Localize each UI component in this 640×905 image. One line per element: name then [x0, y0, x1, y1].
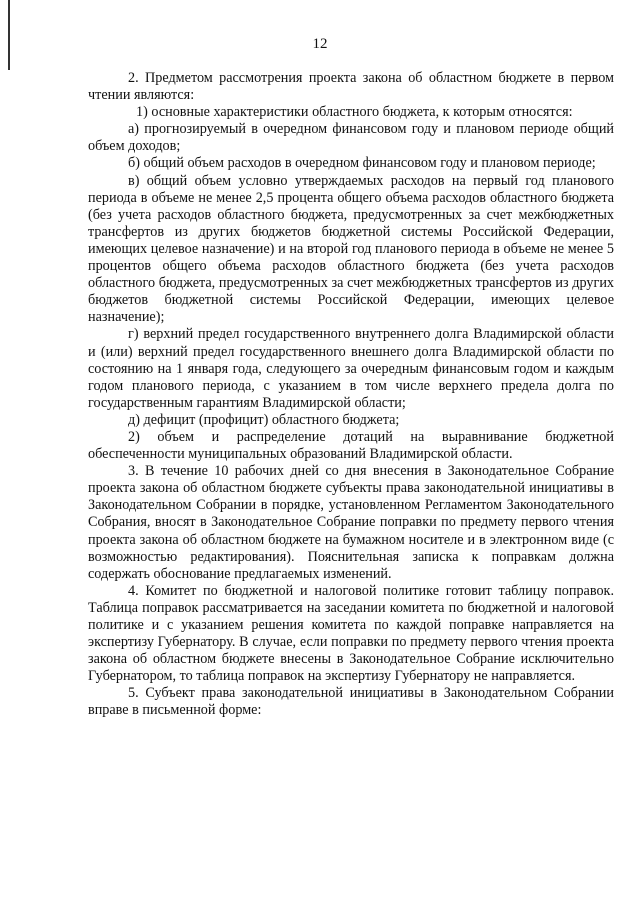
paragraph-4: 4. Комитет по бюджетной и налоговой политике готовит таблицу поправок. Таблица поправок рассматривается на заседании комитета по бюджетной и налоговой политике и с указанием решения комитета по каждой поправке направляется на экспертизу Губернатору. В случае, если поправки по предмету первого чтения проекта закона об областном бюджете внесены в Законодательное Собрание исключительно Губернатором, то таблица поправок на экспертизу Губернатору не направляется.	[88, 582, 614, 685]
document-body	[88, 70, 614, 720]
paragraph-2-1-v: в) общий объем условно утверждаемых расходов на первый год планового периода в объеме не менее 2,5 процента общего объема расходов областного бюджета (без учета расходов областного бюджета, предусмотренных за счет межбюджетных трансфертов из других бюджетов бюджетной системы Российской Федерации, имеющих целевое назначение) и на второй год планового периода в объеме не менее 5 процентов общего объема расходов областного бюджета (без учета расходов областного бюджета, предусмотренных за счет межбюджетных трансфертов из других бюджетов бюджетной системы Российской Федерации, имеющих целевое назначение);	[88, 172, 614, 326]
page-number: 12	[312, 36, 328, 52]
paragraph-2-2: 2) объем и распределение дотаций на выравнивание бюджетной обеспеченности муниципальных образований Владимирской области.	[88, 428, 614, 463]
paragraph-2-1-d: д) дефицит (профицит) областного бюджета;	[128, 411, 400, 428]
paragraph-2-1-b: б) общий объем расходов в очередном финансовом году и плановом периоде;	[128, 155, 596, 172]
scan-edge-line	[8, 0, 10, 70]
paragraph-2-1: 1) основные характеристики областного бюджета, к которым относятся:	[136, 104, 573, 121]
paragraph-3: 3. В течение 10 рабочих дней со дня внесения в Законодательное Собрание проекта закона об областном бюджете субъекты права законодательной инициативы в Законодательном Собрании в порядке, установленном Регламентом Законодательного Собрания, вносят в Законодательное Собрание поправки по предмету первого чтения проекта закона об областном бюджете на бумажном носителе и в электронном виде (с возможностью редактирования). Пояснительная записка к поправкам должна содержать обоснование предлагаемых изменений.	[88, 463, 614, 582]
paragraph-2-1-g: г) верхний предел государственного внутреннего долга Владимирской области и (или) верхний предел государственного внешнего долга Владимирской области по состоянию на 1 января года, следующего за очередным финансовым годом и каждым годом планового периода, с указанием в том числе верхнего предела долга по государственным гарантиям Владимирской области;	[88, 326, 614, 411]
paragraph-2-1-a: а) прогнозируемый в очередном финансовом году и плановом периоде общий объем доходов;	[88, 121, 614, 155]
paragraph-2: 2. Предметом рассмотрения проекта закона об областном бюджете в первом чтении являются:	[88, 70, 614, 104]
paragraph-5: 5. Субъект права законодательной инициативы в Законодательном Собрании вправе в письменной форме:	[88, 685, 614, 719]
